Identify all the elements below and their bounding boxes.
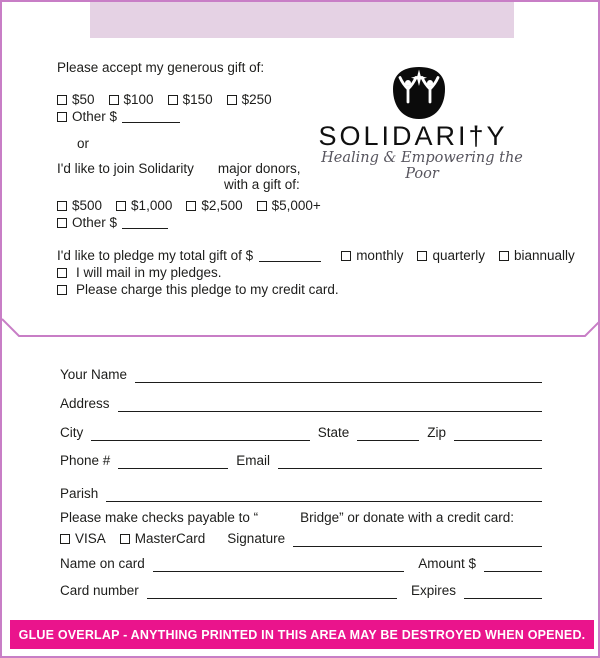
phone-email-row — [60, 453, 542, 469]
address-row — [60, 396, 542, 412]
major-donor-options — [57, 198, 321, 213]
visa-label: VISA — [75, 531, 106, 546]
checkbox-visa[interactable] — [60, 534, 70, 544]
checkbox-monthly[interactable] — [341, 251, 351, 261]
your-name-label: Your Name — [60, 367, 128, 382]
or-text: or — [77, 136, 90, 151]
pledge-prefix-text: I'd like to pledge my total gift of $ — [57, 248, 254, 263]
expires-label: Expires — [410, 583, 456, 598]
address-field[interactable] — [118, 397, 542, 412]
checkbox-major-2500[interactable] — [186, 201, 196, 211]
gift-amount-options — [57, 92, 272, 107]
pledge-row — [57, 248, 575, 263]
major-option-500 — [57, 198, 102, 213]
pledge-option-monthly — [341, 248, 403, 263]
gift-option-100 — [109, 92, 154, 107]
quarterly-label: quarterly — [432, 248, 485, 263]
or-separator — [77, 136, 89, 151]
mail-pledges-row — [57, 265, 222, 280]
checkbox-major-5000[interactable] — [257, 201, 267, 211]
major-option-5000 — [257, 198, 321, 213]
card-type-signature-row — [60, 531, 542, 547]
parish-row — [60, 486, 542, 502]
glue-overlap-bar — [10, 620, 594, 649]
major-other-amount-field[interactable] — [122, 216, 168, 229]
gift-option-50-label: $50 — [72, 92, 95, 107]
gift-prompt-text: Please accept my generous gift of: — [57, 60, 265, 75]
pledge-option-quarterly — [417, 248, 485, 263]
checks-prefix-text: Please make checks payable to “ — [60, 510, 259, 525]
checkbox-major-1000[interactable] — [116, 201, 126, 211]
zip-label: Zip — [427, 425, 446, 440]
gift-other-label: Other $ — [72, 109, 118, 124]
join-line2-text: with a gift of: — [224, 177, 300, 192]
checkbox-gift-250[interactable] — [227, 95, 237, 105]
email-label: Email — [236, 453, 271, 468]
major-option-1000 — [116, 198, 172, 213]
card-number-row — [60, 583, 542, 599]
visa-option — [60, 531, 106, 547]
city-label: City — [60, 425, 84, 440]
solidarity-emblem-icon — [391, 66, 447, 120]
gift-option-100-label: $100 — [123, 92, 154, 107]
pledge-amount-field[interactable] — [259, 249, 321, 262]
glue-overlap-text: GLUE OVERLAP - ANYTHING PRINTED IN THIS AREA MAY BE DESTROYED WHEN OPENED. — [18, 627, 586, 642]
monthly-label: monthly — [356, 248, 404, 263]
checkbox-gift-50[interactable] — [57, 95, 67, 105]
address-label: Address — [60, 396, 110, 411]
state-label: State — [317, 425, 350, 440]
charge-pledge-label: Please charge this pledge to my credit card. — [76, 282, 339, 297]
major-option-1000-label: $1,000 — [131, 198, 173, 213]
checks-payable-row — [60, 510, 542, 525]
parish-field[interactable] — [106, 487, 542, 502]
parish-label: Parish — [60, 486, 99, 501]
logo-tagline: Healing & Empowering the Poor — [321, 150, 523, 182]
name-on-card-row — [60, 556, 542, 572]
checkbox-mastercard[interactable] — [120, 534, 130, 544]
major-option-500-label: $500 — [72, 198, 103, 213]
amount-field[interactable] — [484, 557, 542, 572]
major-other-label: Other $ — [72, 215, 118, 230]
join-line2 — [224, 177, 300, 192]
join-suffix-text: major donors, — [217, 161, 301, 176]
checkbox-gift-other[interactable] — [57, 112, 67, 122]
state-field[interactable] — [357, 426, 419, 441]
gift-prompt — [57, 60, 264, 75]
gift-other-amount-field[interactable] — [122, 110, 180, 123]
signature-field[interactable] — [293, 532, 542, 547]
checks-suffix-text: Bridge” or donate with a credit card: — [300, 510, 514, 525]
checkbox-biannually[interactable] — [499, 251, 509, 261]
signature-label: Signature — [227, 531, 286, 546]
card-number-label: Card number — [60, 583, 139, 598]
email-field[interactable] — [278, 454, 542, 469]
name-on-card-label: Name on card — [60, 556, 145, 571]
gift-other-row — [57, 109, 180, 124]
checkbox-gift-100[interactable] — [109, 95, 119, 105]
major-other-row — [57, 215, 168, 230]
mastercard-option — [120, 531, 206, 547]
phone-field[interactable] — [118, 454, 228, 469]
amount-label: Amount $ — [418, 556, 476, 571]
major-option-5000-label: $5,000+ — [271, 198, 321, 213]
envelope-fold-line — [2, 314, 600, 350]
checkbox-charge-pledge[interactable] — [57, 285, 67, 295]
major-option-2500-label: $2,500 — [201, 198, 243, 213]
checkbox-mail-pledges[interactable] — [57, 268, 67, 278]
gift-option-250-label: $250 — [241, 92, 272, 107]
charge-pledge-row — [57, 282, 339, 297]
pledge-option-biannually — [499, 248, 575, 263]
gift-option-150 — [168, 92, 213, 107]
checkbox-gift-150[interactable] — [168, 95, 178, 105]
city-state-zip-row — [60, 425, 542, 441]
mail-pledges-label: I will mail in my pledges. — [76, 265, 222, 280]
checkbox-quarterly[interactable] — [417, 251, 427, 261]
mastercard-label: MasterCard — [134, 531, 206, 546]
your-name-row — [60, 367, 542, 383]
phone-label: Phone # — [60, 453, 111, 468]
join-prefix-text: I'd like to join Solidarity — [57, 161, 194, 176]
city-field[interactable] — [91, 426, 309, 441]
major-option-2500 — [186, 198, 242, 213]
biannually-label: biannually — [514, 248, 575, 263]
checkbox-major-other[interactable] — [57, 218, 67, 228]
flap-top-strip — [90, 2, 514, 38]
gift-option-250 — [227, 92, 272, 107]
zip-field[interactable] — [454, 426, 542, 441]
expires-field[interactable] — [464, 584, 542, 599]
gift-option-50 — [57, 92, 95, 107]
gift-option-150-label: $150 — [182, 92, 213, 107]
your-name-field[interactable] — [135, 368, 542, 383]
checkbox-major-500[interactable] — [57, 201, 67, 211]
name-on-card-field[interactable] — [153, 557, 404, 572]
solidarity-logotype: SOLIDARI†Y — [318, 121, 508, 151]
join-line — [57, 161, 300, 176]
card-number-field[interactable] — [147, 584, 397, 599]
